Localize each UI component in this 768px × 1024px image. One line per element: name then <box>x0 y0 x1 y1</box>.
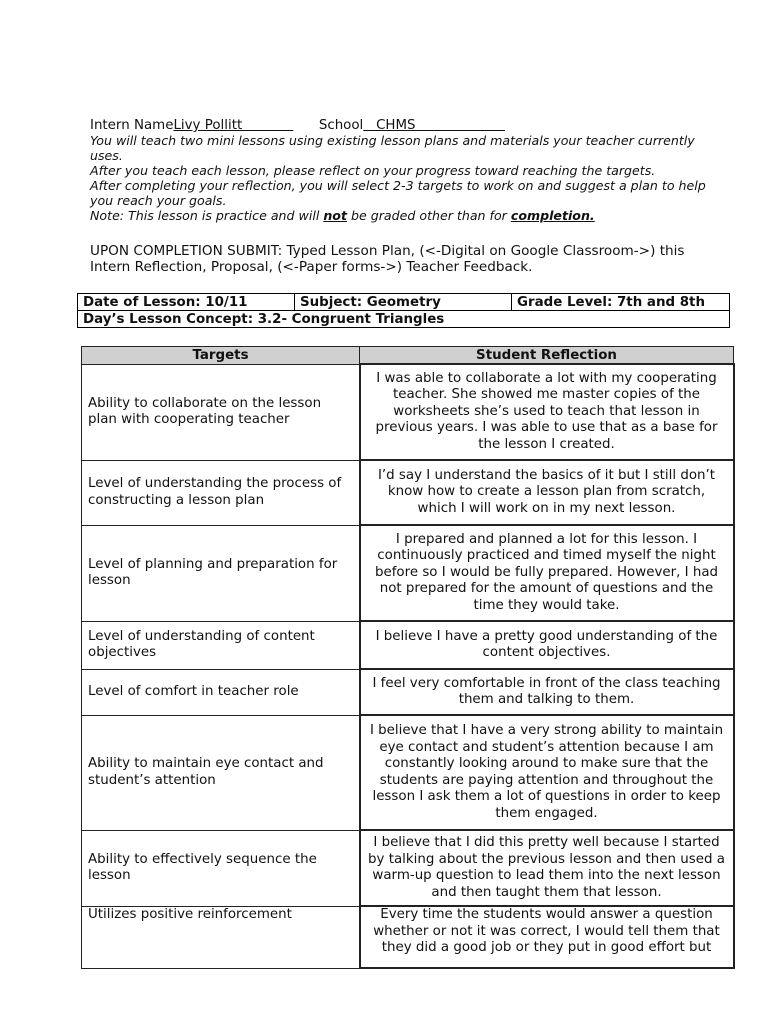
school-label: School <box>318 118 364 133</box>
target-cell: Level of understanding of content objectives <box>82 621 360 669</box>
reflection-cell: I prepared and planned a lot for this lesson. I continuously practiced and timed myself the night before so I would be fully prepared. However, I had not prepared for the amount of questions and the time they would take. <box>360 525 734 621</box>
targets-header: Targets <box>82 347 360 365</box>
target-cell: Level of planning and preparation for lesson <box>82 525 360 621</box>
note-text-mid: be graded other than for <box>346 208 511 223</box>
instruction-line: After you teach each lesson, please reflect on your progress toward reaching the targets. <box>90 163 656 178</box>
table-row <box>82 621 734 669</box>
reflection-cell: I believe that I have a very strong ability to maintain eye contact and student’s attention because I am constantly looking around to make sure that the students are paying attention and throughout the lesson I ask them a lot of questions in order to keep them engaged. <box>360 715 734 830</box>
target-cell: Level of understanding the process of constructing a lesson plan <box>82 460 360 525</box>
lesson-info-table <box>77 293 730 328</box>
table-row <box>82 906 734 968</box>
target-cell: Ability to maintain eye contact and student’s attention <box>82 715 360 830</box>
reflection-cell: I was able to collaborate a lot with my cooperating teacher. She showed me master copies of the worksheets she’s used to teach that lesson in previous years. I was able to use that as a base for the lesson I created. <box>360 364 734 460</box>
instruction-line: After completing your reflection, you will select 2-3 targets to work on and suggest a plan to help you reach your goals. <box>90 178 706 208</box>
lesson-concept: Day’s Lesson Concept: 3.2- Congruent Triangles <box>78 311 730 328</box>
note-not: not <box>323 208 347 223</box>
instruction-line: You will teach two mini lessons using existing lesson plans and materials your teacher currently uses. <box>90 133 695 163</box>
submit-instructions: UPON COMPLETION SUBMIT: Typed Lesson Plan, (<-Digital on Google Classroom->) this Intern Reflection, Proposal, (<-Paper forms->) Teacher Feedback. <box>90 243 685 275</box>
intern-name-value: Livy Pollitt <box>173 118 294 133</box>
table-row <box>82 525 734 621</box>
intern-header <box>90 118 710 223</box>
table-header-row <box>82 347 734 365</box>
reflection-cell: I believe I have a pretty good understanding of the content objectives. <box>360 621 734 669</box>
reflection-table <box>81 346 735 969</box>
school-value: CHMS <box>363 118 505 133</box>
note-line <box>90 208 710 223</box>
table-row <box>82 830 734 906</box>
target-cell: Utilizes positive reinforcement <box>82 906 360 968</box>
reflection-cell: I feel very comfortable in front of the class teaching them and talking to them. <box>360 669 734 715</box>
note-text: Note: This lesson is practice and will <box>90 208 324 223</box>
table-row <box>82 715 734 830</box>
table-row <box>82 364 734 460</box>
lesson-grade: Grade Level: 7th and 8th <box>512 294 730 311</box>
lesson-subject: Subject: Geometry <box>295 294 512 311</box>
note-completion: completion. <box>510 208 595 223</box>
reflection-cell: Every time the students would answer a question whether or not it was correct, I would tell them that they did a good job or they put in good effort but <box>360 906 734 968</box>
table-row <box>82 460 734 525</box>
table-row <box>82 669 734 715</box>
intern-line <box>90 118 710 133</box>
instructions <box>90 133 710 223</box>
target-cell: Level of comfort in teacher role <box>82 669 360 715</box>
intern-name-label: Intern Name <box>90 118 174 133</box>
reflection-header: Student Reflection <box>360 347 734 365</box>
reflection-cell: I’d say I understand the basics of it but I still don’t know how to create a lesson plan from scratch, which I will work on in my next lesson. <box>360 460 734 525</box>
reflection-cell: I believe that I did this pretty well because I started by talking about the previous lesson and then used a warm-up question to lead them into the next lesson and then taught them that lesson. <box>360 830 734 906</box>
target-cell: Ability to effectively sequence the lesson <box>82 830 360 906</box>
target-cell: Ability to collaborate on the lesson plan with cooperating teacher <box>82 364 360 460</box>
lesson-date: Date of Lesson: 10/11 <box>78 294 295 311</box>
